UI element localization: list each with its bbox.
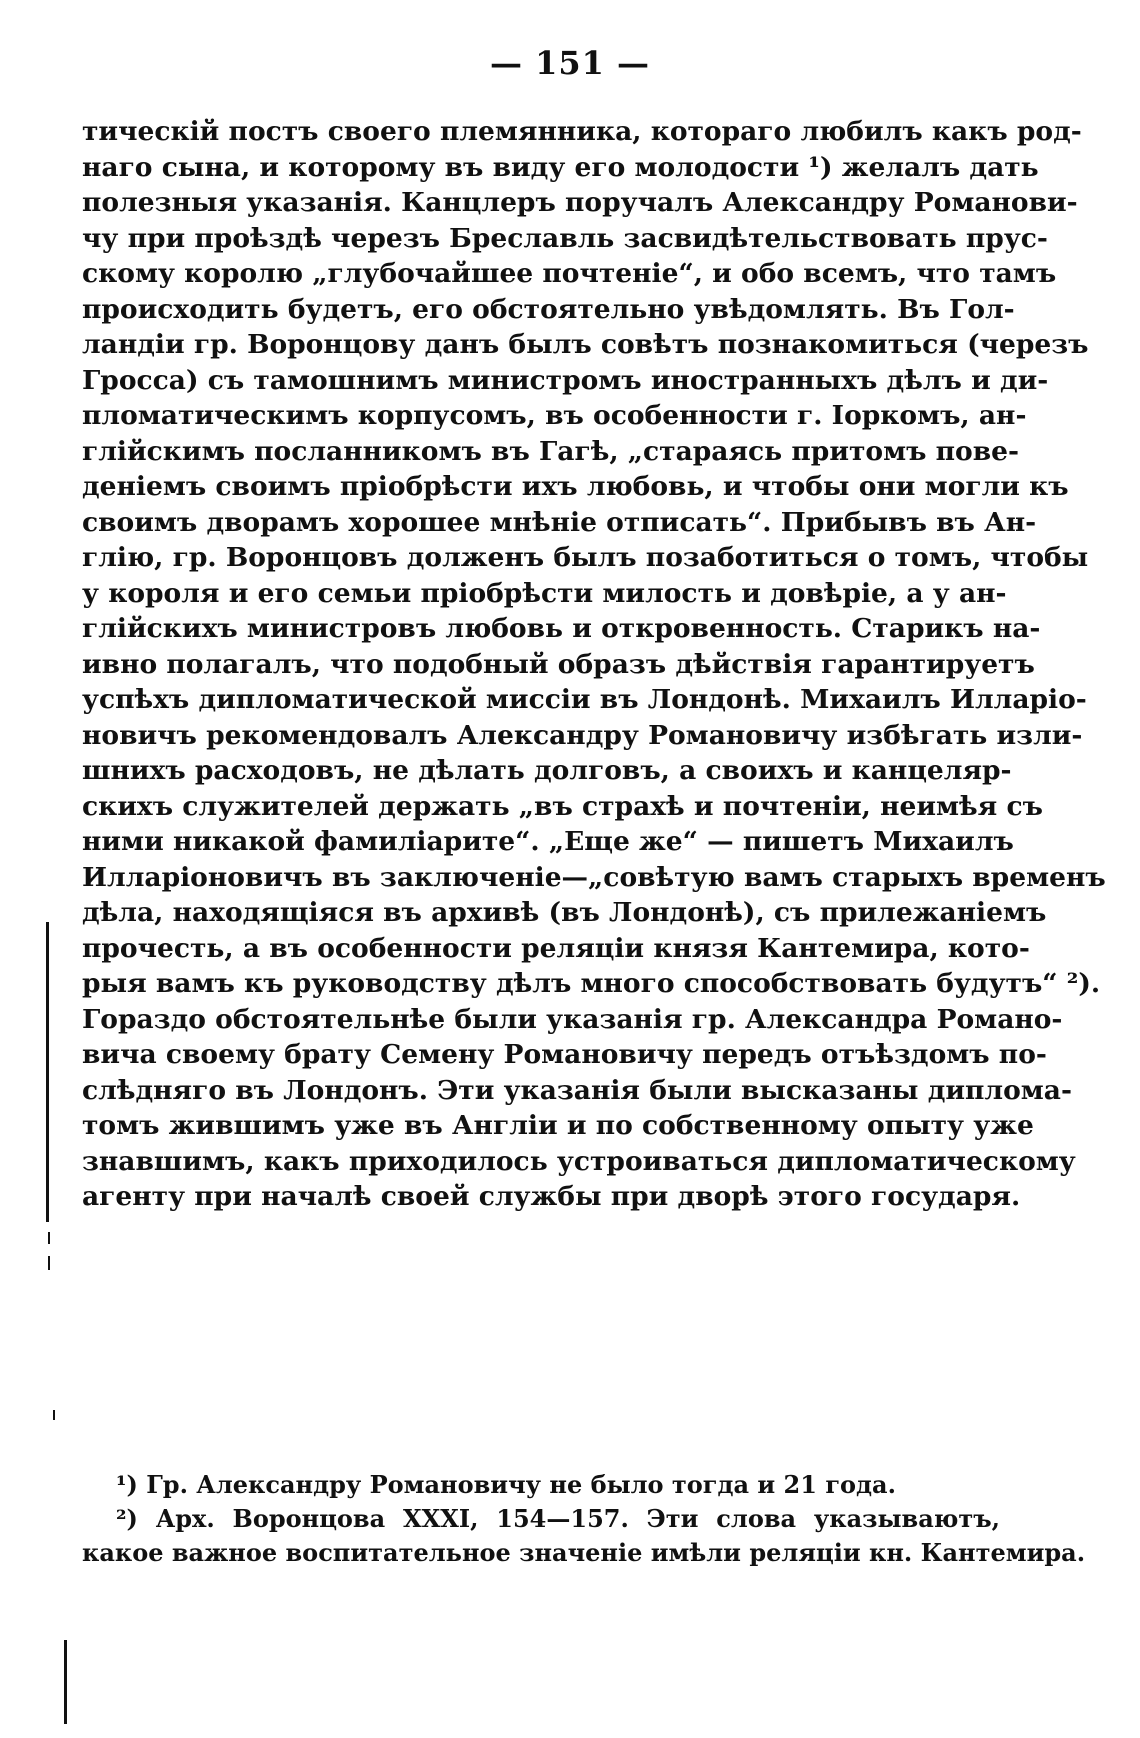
text-line: происходить будетъ, его обстоятельно увѣдомлять. Въ Гол- xyxy=(82,293,1015,325)
text-line: наго сына, и которому въ виду его молодости ¹) желалъ дать xyxy=(82,151,1039,183)
text-line: тическій постъ своего племянника, котораго любилъ какъ род- xyxy=(82,116,1082,147)
text-line: новичъ рекомендовалъ Александру Романовичу избѣгать изли- xyxy=(82,719,1083,751)
text-line: шнихъ расходовъ, не дѣлать долговъ, а своихъ и канцеляр- xyxy=(82,755,1012,786)
text-line: скихъ служителей держать „въ страхѣ и почтеніи, неимѣя съ xyxy=(82,790,1043,822)
footnote-2-continued: какое важное воспитательное значеніе имѣли реляціи кн. Кантемира. xyxy=(82,1538,1086,1567)
text-line: ивно полагалъ, что подобный образъ дѣйствія гарантируетъ xyxy=(82,648,1035,680)
text-line: пломатическимъ корпусомъ, въ особенности г. Іоркомъ, ан- xyxy=(82,400,1027,431)
text-line: рыя вамъ къ руководству дѣлъ много способствовать будутъ“ ²). xyxy=(82,968,1101,999)
text-line: ними никакой фамиліарите“. „Еще же“ — пишетъ Михаилъ xyxy=(82,826,1014,857)
text-line: глійскимъ посланникомъ въ Гагѣ, „стараясь притомъ пове- xyxy=(82,435,1019,467)
text-line: деніемъ своимъ пріобрѣсти ихъ любовь, и чтобы они могли къ xyxy=(82,471,1069,502)
footnote-2: ²) Арх. Воронцова XXXI, 154—157. Эти слова указываютъ, xyxy=(116,1504,1000,1533)
text-line: глійскихъ министровъ любовь и откровенность. Старикъ на- xyxy=(82,613,1041,644)
text-line: знавшимъ, какъ приходилось устроиваться дипломатическому xyxy=(82,1145,1076,1177)
text-line: слѣдняго въ Лондонъ. Эти указанія были высказаны диплома- xyxy=(82,1074,1072,1106)
text-line: глію, гр. Воронцовъ долженъ былъ позаботиться о томъ, чтобы xyxy=(82,542,1089,573)
text-line: Гораздо обстоятельнѣе были указанія гр. Александра Романо- xyxy=(82,1003,1063,1035)
text-line: Гросса) съ тамошнимъ министромъ иностранныхъ дѣлъ и ди- xyxy=(82,364,1049,396)
text-line: прочесть, а въ особенности реляціи князя Кантемира, кото- xyxy=(82,932,1030,964)
footnote-1: ¹) Гр. Александру Романовичу не было тогда и 21 года. xyxy=(116,1470,896,1499)
text-line: агенту при началѣ своей службы при дворѣ этого государя. xyxy=(82,1181,1021,1212)
text-line: вича своему брату Семену Романовичу передъ отъѣздомъ по- xyxy=(82,1039,1047,1070)
text-line: ландіи гр. Воронцову данъ былъ совѣтъ познакомиться (черезъ xyxy=(82,329,1089,360)
margin-mark-dash xyxy=(53,1410,55,1420)
footnotes xyxy=(82,1468,1086,1570)
margin-mark-dash xyxy=(48,1256,50,1270)
text-line: дѣла, находящіяся въ архивѣ (въ Лондонѣ), съ прилежаніемъ xyxy=(82,897,1047,928)
text-line: Илларіоновичъ въ заключеніе—„совѣтую вамъ старыхъ временъ xyxy=(82,861,1106,893)
margin-mark-dash xyxy=(48,1232,50,1244)
text-line: у короля и его семьи пріобрѣсти милость и довѣріе, а у ан- xyxy=(82,577,1007,609)
text-line: чу при проѣздѣ черезъ Бреславль засвидѣтельствовать прус- xyxy=(82,222,1048,254)
margin-mark-lower xyxy=(64,1640,67,1724)
margin-mark-upper xyxy=(46,922,49,1222)
text-line: успѣхъ дипломатической миссіи въ Лондонѣ. Михаилъ Илларіо- xyxy=(82,684,1087,715)
text-line: скому королю „глубочайшее почтеніе“, и обо всемъ, что тамъ xyxy=(82,258,1057,289)
text-line: полезныя указанія. Канцлеръ поручалъ Александру Романови- xyxy=(82,187,1078,218)
page-number: — 151 — xyxy=(489,44,651,82)
text-line: своимъ дворамъ хорошее мнѣніе отписать“. Прибывъ въ Ан- xyxy=(82,506,1037,538)
body-text xyxy=(82,114,1106,1215)
text-line: томъ жившимъ уже въ Англіи и по собственному опыту уже xyxy=(82,1110,1034,1141)
